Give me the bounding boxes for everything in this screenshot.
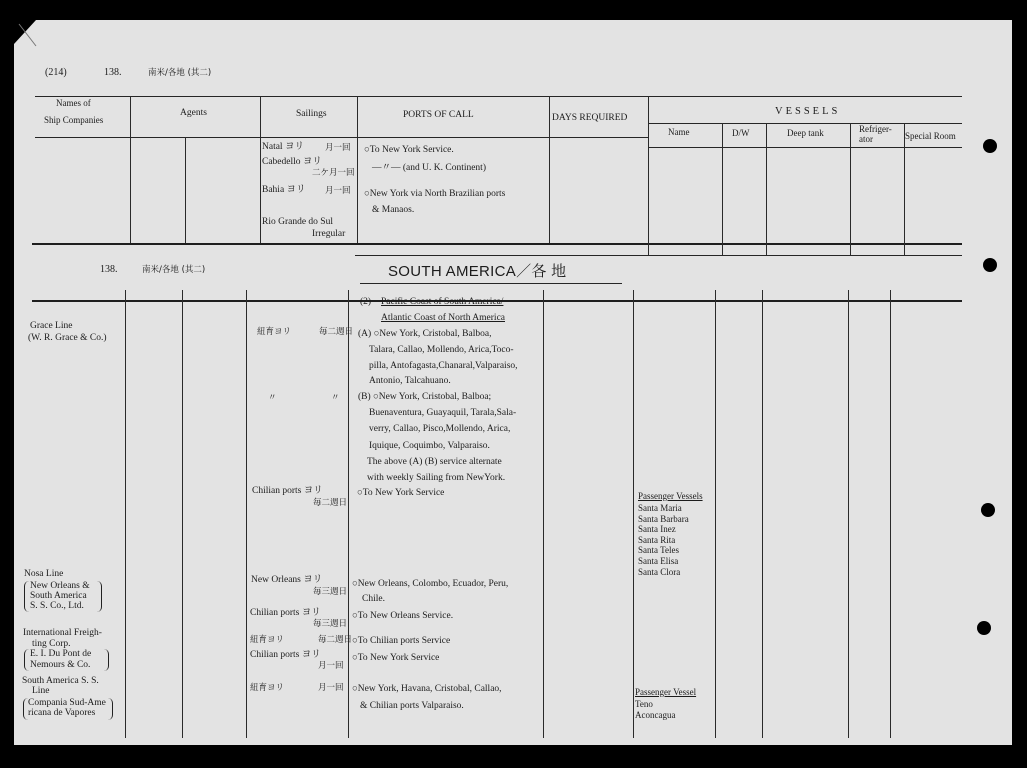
sailing-frequency: 毎二週日 (318, 635, 353, 645)
port-of-call-line: Chile. (362, 594, 385, 604)
company-name: Line (32, 686, 50, 696)
bracket-open (24, 649, 29, 671)
page-fold (14, 20, 44, 50)
header-ship-companies: Ship Companies (44, 115, 104, 125)
column-rule (130, 96, 131, 243)
column-rule (762, 290, 763, 738)
section-jp-title: 南米/各地 (其二) (148, 68, 212, 78)
sailing-frequency: Irregular (312, 229, 346, 239)
rule-line (32, 243, 962, 245)
sailing-frequency: 月一回 (318, 683, 344, 693)
header-vessels: VESSELS (775, 106, 841, 117)
column-rule (890, 290, 891, 738)
vessels-heading: Passenger Vessel (635, 687, 697, 697)
punch-hole (981, 503, 995, 517)
column-rule (246, 290, 247, 738)
sailing-frequency: 〃 (331, 393, 340, 403)
sailing-frequency: 二ケ月一回 (312, 168, 355, 178)
rule-line (648, 123, 962, 124)
rule-line (355, 255, 962, 256)
punch-hole (983, 139, 997, 153)
sailing-place: Chilian ports ヨリ (250, 608, 321, 618)
company-agent: Compania Sud-Ame (28, 698, 106, 708)
company-name: South America S. S. (22, 676, 99, 686)
column-rule (182, 290, 183, 738)
port-of-call-line: verry, Callao, Pisco,Mollendo, Arica, (369, 424, 511, 434)
sailing-frequency: 毎二週日 (313, 498, 348, 508)
company-name: Nosa Line (24, 569, 64, 579)
rule-line (35, 96, 962, 97)
port-of-call-line: (B) ○New York, Cristobal, Balboa; (358, 392, 492, 402)
column-rule (260, 96, 261, 243)
section-number: 138. (100, 264, 118, 275)
column-rule (543, 290, 544, 738)
sailing-place: Chilian ports ヨリ (250, 650, 321, 660)
company-agent: S. S. Co., Ltd. (30, 601, 84, 611)
port-of-call-line: with weekly Sailing from NewYork. (367, 473, 506, 483)
bracket-close (97, 581, 102, 612)
port-of-call-line: ○New York via North Brazilian ports (364, 189, 506, 199)
sailing-frequency: 毎三週日 (313, 587, 348, 597)
header-sailings: Sailings (296, 109, 327, 119)
column-rule (648, 96, 649, 255)
column-rule (722, 123, 723, 255)
company-name: International Freigh- (23, 628, 102, 638)
header-names-of: Names of (56, 98, 91, 108)
title-underline (360, 283, 622, 284)
vessel-name: Aconcagua (635, 710, 676, 720)
header-agents: Agents (180, 108, 207, 118)
column-rule (125, 290, 126, 738)
header-dw: D/W (732, 128, 750, 138)
punch-hole (977, 621, 991, 635)
sailing-frequency: 月一回 (318, 661, 344, 671)
sailing-place: Cabedello ヨリ (262, 157, 322, 167)
sailing-frequency: 毎二週日 (319, 327, 354, 337)
port-of-call-line: ○To New York Service (357, 488, 445, 498)
company-name: Grace Line (30, 321, 73, 331)
port-of-call-line: ○To New Orleans Service. (352, 611, 454, 621)
header-ports-of-call: PORTS OF CALL (403, 110, 474, 120)
company-agent: (W. R. Grace & Co.) (28, 333, 107, 343)
sailing-place: 紐育ヨリ (250, 635, 285, 645)
port-of-call-line: & Manaos. (372, 205, 415, 215)
port-of-call-line: Iquique, Coquimbo, Valparaiso. (369, 441, 490, 451)
port-of-call-line: ○New Orleans, Colombo, Ecuador, Peru, (352, 579, 509, 589)
sailing-frequency: 月一回 (325, 143, 351, 153)
port-of-call-line: Buenaventura, Guayaquil, Tarala,Sala- (369, 408, 517, 418)
section-jp-title: 南米/各地 (其二) (142, 265, 206, 275)
port-of-call-line: (A) ○New York, Cristobal, Balboa, (358, 329, 492, 339)
column-rule (904, 123, 905, 255)
sailing-frequency: 毎三週日 (313, 619, 348, 629)
page-number: (214) (45, 67, 67, 78)
vessel-name: Teno (635, 699, 653, 709)
column-rule (357, 96, 358, 243)
port-of-call-line: pilla, Antofagasta,Chanaral,Valparaiso, (369, 361, 518, 371)
column-rule (850, 123, 851, 255)
port-of-call-line: ○To New York Service (352, 653, 440, 663)
header-refrigerator-2: ator (859, 134, 873, 144)
sailing-place: Chilian ports ヨリ (252, 486, 323, 496)
rule-line (648, 147, 962, 148)
header-days-required: DAYS REQUIRED (552, 113, 628, 123)
port-of-call-line: ○New York, Havana, Cristobal, Callao, (352, 684, 502, 694)
header-vessel-name: Name (668, 127, 690, 137)
column-rule (348, 290, 349, 738)
vessels-heading: Passenger Vessels (638, 491, 703, 501)
port-of-call-line: —〃— (and U. K. Continent) (372, 163, 486, 173)
sailing-place: New Orleans ヨリ (251, 575, 323, 585)
vessel-name: Santa Elisa (638, 556, 679, 566)
company-agent: Nemours & Co. (30, 660, 91, 670)
bracket-close (108, 698, 113, 720)
column-rule (766, 123, 767, 255)
vessel-name: Santa Inez (638, 524, 676, 534)
vessel-name: Santa Clora (638, 567, 681, 577)
vessel-name: Santa Rita (638, 535, 676, 545)
sailing-place: 紐育ヨリ (257, 327, 292, 337)
sailing-place: Bahia ヨリ (262, 185, 306, 195)
company-agent: New Orleans & (30, 581, 90, 591)
vessel-name: Santa Barbara (638, 514, 689, 524)
port-of-call-line: ○To Chilian ports Service (352, 636, 451, 646)
port-of-call-line: Talara, Callao, Mollendo, Arica,Toco- (369, 345, 514, 355)
column-rule (185, 137, 186, 243)
column-rule (633, 290, 634, 738)
vessel-name: Santa Maria (638, 503, 682, 513)
section-title: SOUTH AMERICA／各 地 (388, 263, 567, 280)
column-rule (549, 96, 550, 243)
route-heading-line1: Pacific Coast of South America/ (381, 297, 504, 307)
header-special-room: Special Room (905, 131, 956, 141)
sailing-place: 〃 (268, 393, 277, 403)
port-of-call-line: The above (A) (B) service alternate (367, 457, 502, 467)
punch-hole (983, 258, 997, 272)
bracket-open (24, 581, 29, 612)
header-refrigerator-1: Refriger- (859, 124, 892, 134)
route-heading-line2: Atlantic Coast of North America (381, 313, 505, 323)
sailing-place: Natal ヨリ (262, 142, 304, 152)
column-rule (715, 290, 716, 738)
port-of-call-line: ○To New York Service. (364, 145, 454, 155)
port-of-call-line: Antonio, Talcahuano. (369, 376, 451, 386)
sailing-frequency: 月一回 (325, 186, 351, 196)
company-name: ting Corp. (32, 639, 71, 649)
sailing-place: 紐育ヨリ (250, 683, 285, 693)
route-number: (2) (360, 297, 372, 307)
company-agent: South America (30, 591, 87, 601)
port-of-call-line: & Chilian ports Valparaiso. (360, 701, 464, 711)
company-agent: ricana de Vapores (28, 708, 96, 718)
bracket-close (104, 649, 109, 671)
section-number: 138. (104, 67, 122, 78)
company-agent: E. I. Du Pont de (30, 649, 92, 659)
sailing-place: Rio Grande do Sul (262, 217, 333, 227)
rule-line (35, 137, 648, 138)
header-deep-tank: Deep tank (787, 128, 824, 138)
vessel-name: Santa Teles (638, 545, 679, 555)
column-rule (848, 290, 849, 738)
